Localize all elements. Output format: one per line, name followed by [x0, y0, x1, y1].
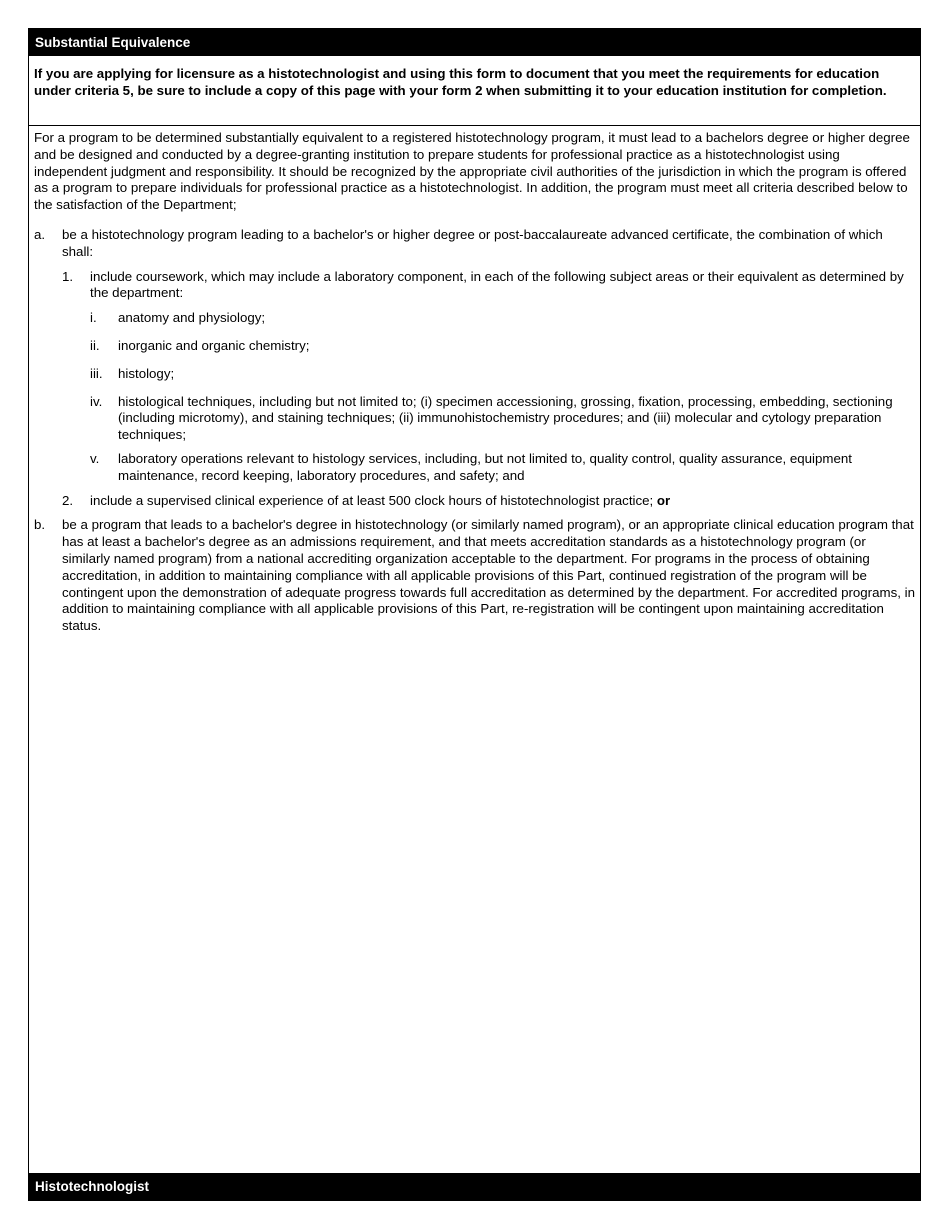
requirement-text-wrap [90, 493, 916, 510]
subject-text: laboratory operations relevant to histology services, including, but not limited to, quality control, quality assurance, equipment maintenance, record keeping, laboratory procedures, and safety; and [118, 450, 852, 483]
requirement-1 [62, 269, 916, 485]
requirements-content [29, 126, 920, 643]
subject-text: anatomy and physiology; [118, 310, 266, 326]
subject-list [90, 310, 916, 484]
requirement-text: include coursework, which may include a laboratory component, in each of the following subject areas or their equivalent as determined by the department: [90, 268, 904, 301]
criterion-text: be a histotechnology program leading to a bachelor's or higher degree or post-baccalaureate advanced certificate, the combination of which shall: [62, 226, 883, 259]
subject-label: i. [90, 310, 97, 326]
requirement-label: 2. [62, 492, 74, 508]
subject-label: iv. [90, 393, 103, 409]
subject-label: iii. [90, 365, 103, 381]
instruction-notice: If you are applying for licensure as a histotechnologist and using this form to document that you meet the requirements for education under criteria 5, be sure to include a copy of this page with your form 2 when submitting it to your education institution for completion. [29, 56, 920, 126]
criterion-a [34, 227, 916, 509]
criterion-label: a. [34, 226, 46, 242]
subject-item [90, 338, 916, 355]
subject-label: v. [90, 450, 100, 466]
subject-label: ii. [90, 337, 100, 353]
subject-item [90, 310, 916, 327]
intro-paragraph: For a program to be determined substantially equivalent to a registered histotechnology program, it must lead to a bachelors degree or higher degree and be designed and conducted by a degree-granting institution to prepare students for professional practice as a histotechnologist using independent judgment and responsibility. It should be recognized by the appropriate civil authorities of the jurisdiction in which the program is offered as a program to prepare individuals for professional practice as a histotechnologist. In addition, the program must meet all criteria described below to the satisfaction of the Department; [34, 130, 910, 213]
criterion-a-requirements [62, 269, 916, 510]
subject-text: histology; [118, 365, 175, 381]
footer-bar [29, 1173, 920, 1200]
subject-item [90, 451, 916, 485]
criterion-b [34, 517, 916, 635]
subject-item [90, 366, 916, 383]
criterion-text: be a program that leads to a bachelor's degree in histotechnology (or similarly named program), or an appropriate clinical education program that has at least a bachelor's degree as an admissions requirement, and that meets accreditation standards as a histotechnology program (or similarly named program) from a national accrediting organization acceptable to the department. For programs in the process of obtaining accreditation, in addition to maintaining compliance with all applicable provisions of this Part, continued registration of the program will be contingent upon the demonstration of adequate progress towards full accreditation as determined by the department. For accredited programs, in addition to maintaining compliance with all applicable provisions of this Part, re-registration will be contingent upon maintaining accreditation status. [62, 517, 915, 634]
requirement-text: include a supervised clinical experience of at least 500 clock hours of histotechnologist practice; [90, 492, 654, 508]
footer-title: Histotechnologist [35, 1179, 149, 1194]
criterion-label: b. [34, 517, 46, 533]
section-header [29, 29, 920, 56]
subject-text: inorganic and organic chemistry; [118, 337, 310, 353]
form-page-frame [28, 28, 921, 1201]
section-title: Substantial Equivalence [35, 35, 191, 50]
subject-text: histological techniques, including but not limited to; (i) specimen accessioning, grossing, fixation, processing, embedding, sectioning (including microtomy), and staining techniques; (ii) immunohistochemistry procedures; and (iii) molecular and cytology preparation techniques; [118, 393, 893, 443]
requirement-label: 1. [62, 268, 74, 284]
conjunction-or: or [656, 492, 671, 508]
requirement-2 [62, 493, 916, 510]
subject-item [90, 394, 916, 444]
